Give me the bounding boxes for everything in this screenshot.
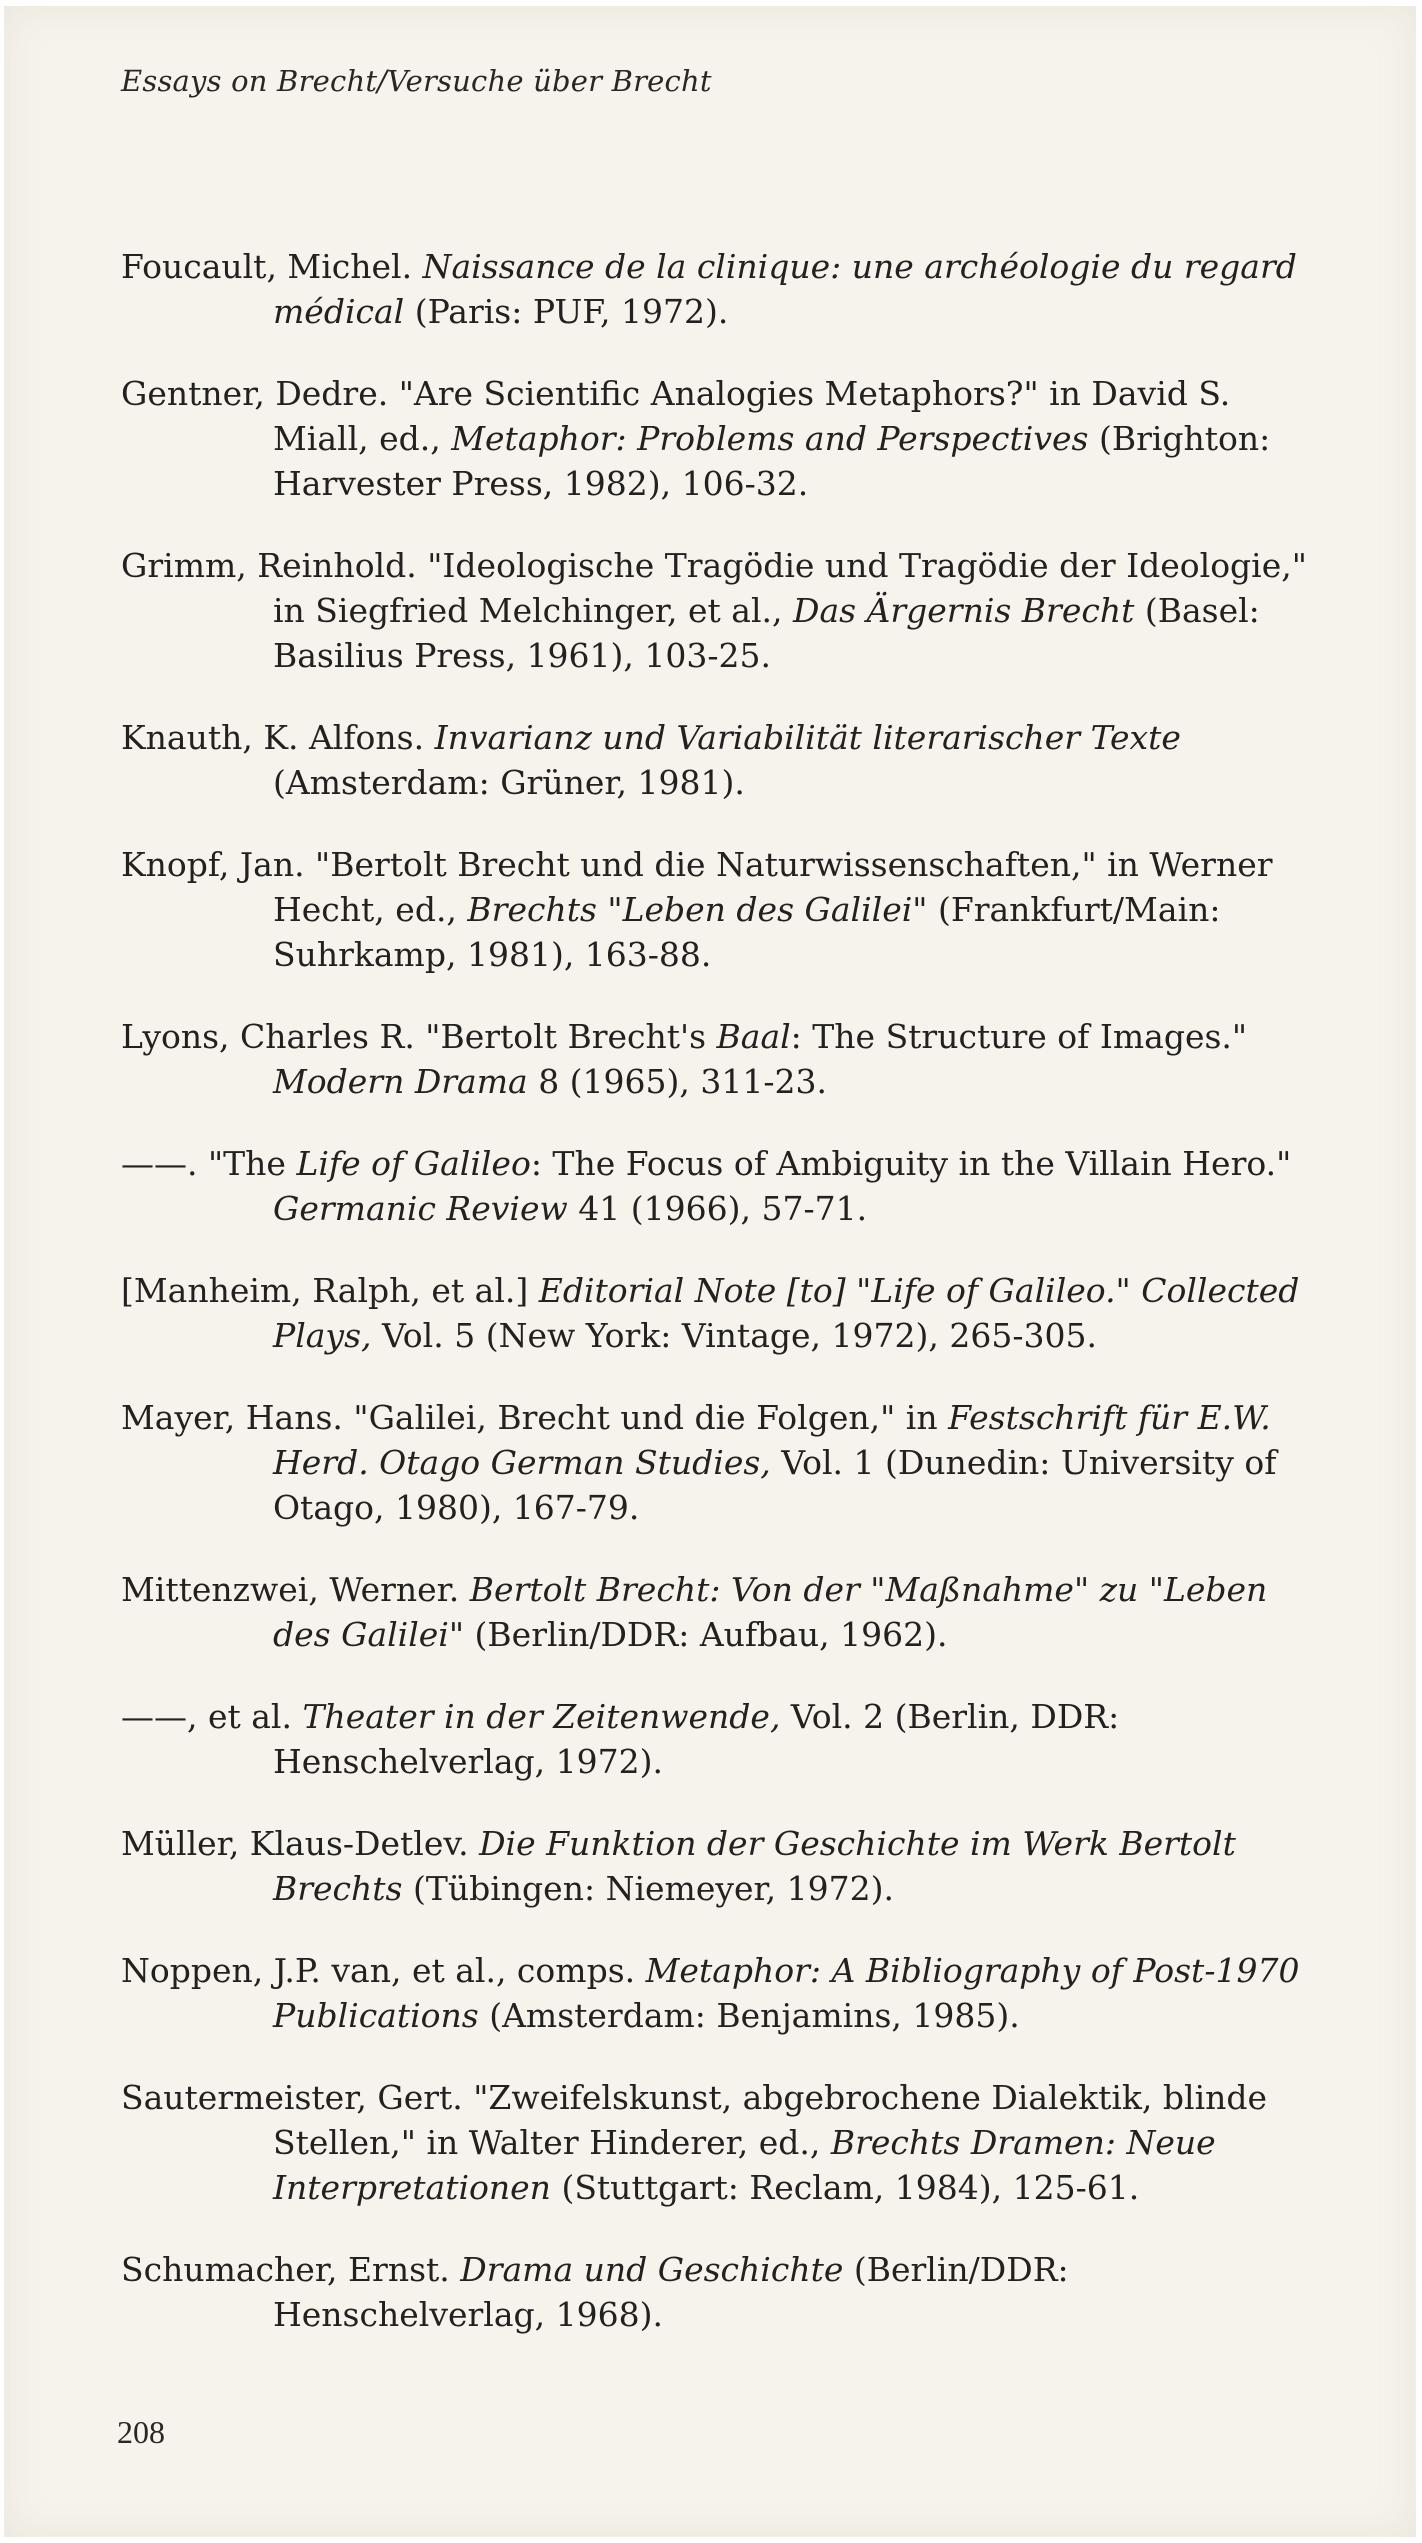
entry-text: Vol. 2 (Berlin, DDR: Henschelverlag, 1972). [273,1697,1130,1781]
entry-title-text: Die Funktion der Geschichte im Werk Bertolt Brechts [273,1824,1247,1908]
entry-title-text: Brechts Dramen: Neue Interpretationen [273,2123,1227,2207]
entry-title-text: Metaphor: A Bibliography of Post-1970 Publications [273,1951,1310,2035]
entry-text: Sautermeister, Gert. "Zweifelskunst, abgebrochene Dialektik, blinde Stellen," in Walter Hinderer, ed., [121,2078,1278,2162]
bibliography-entry [121,1268,1321,1358]
entry-text: (Amsterdam: Benjamins, 1985). [478,1996,1020,2035]
bibliography-entry [121,1821,1321,1911]
entry-text: Knopf, Jan. "Bertolt Brecht und die Naturwissenschaften," in Werner Hecht, ed., [121,845,1284,929]
bibliography-entry [121,244,1321,334]
running-head: Essays on Brecht/Versuche über Brecht [121,64,712,98]
entry-title-text: Theater in der Zeitenwende, [302,1697,781,1736]
entry-title-text: Modern Drama [273,1062,528,1101]
entry-text: (Stuttgart: Reclam, 1984), 125-61. [550,2168,1140,2207]
entry-text: Grimm, Reinhold. "Ideologische Tragödie und Tragödie der Ideologie," in Siegfried Melchinger, et al., [121,546,1318,630]
entry-title-text: Brechts "Leben des Galilei" [467,890,928,929]
bibliography-entry [121,2075,1321,2210]
entry-text: (Frankfurt/Main: Suhrkamp, 1981), 163-88. [273,890,1231,974]
entry-title-text: Naissance de la clinique: une archéologie du regard médical [273,247,1308,331]
entry-text: (Berlin/DDR: Henschelverlag, 1968). [273,2250,1080,2334]
entry-text: (Brighton: Harvester Press, 1982), 106-32. [273,419,1281,503]
bibliography-entry [121,842,1321,977]
entry-text: [Manheim, Ralph, et al.] [121,1271,539,1310]
bibliography-entry [121,1567,1321,1657]
bibliography-entry [121,1948,1321,2038]
entry-text: 8 (1965), 311-23. [527,1062,828,1101]
entry-title-text: Das Ärgernis Brecht [792,591,1135,630]
bibliography-entry [121,1014,1321,1104]
page-number: 208 [117,2414,165,2450]
bibliography-list [121,244,1321,2374]
entry-text: Mayer, Hans. "Galilei, Brecht und die Folgen," in [121,1398,949,1437]
entry-title-text: Festschrift für E.W. Herd. Otago German Studies, [273,1398,1282,1482]
bibliography-entry [121,543,1321,678]
book-page [4,6,1416,2537]
entry-text: Gentner, Dedre. "Are Scientific Analogies Metaphors?" in David S. Miall, ed., [121,374,1241,458]
entry-text: ——, et al. [121,1697,303,1736]
entry-text: Noppen, J.P. van, et al., comps. [121,1951,646,1990]
entry-text: : The Structure of Images." [790,1017,1258,1056]
entry-text: Schumacher, Ernst. [121,2250,461,2289]
entry-title-text: Germanic Review [273,1189,568,1228]
entry-text: ——. "The [121,1144,297,1183]
bibliography-entry [121,1395,1321,1530]
entry-text: (Berlin/DDR: Aufbau, 1962). [464,1615,948,1654]
entry-title-text: Bertolt Brecht: Von der "Maßnahme" zu "Leben des Galilei" [273,1570,1278,1654]
bibliography-entry [121,715,1321,805]
entry-text: Vol. 5 (New York: Vintage, 1972), 265-305. [371,1316,1097,1355]
entry-title-text: Editorial Note [to] "Life of Galileo." Collected Plays, [273,1271,1310,1355]
entry-text: Foucault, Michel. [121,247,423,286]
entry-title-text: Life of Galileo [296,1144,531,1183]
entry-text: : The Focus of Ambiguity in the Villain Hero." [530,1144,1302,1183]
entry-title-text: Drama und Geschichte [460,2250,844,2289]
entry-text: (Paris: PUF, 1972). [404,292,729,331]
entry-text: 41 (1966), 57-71. [567,1189,868,1228]
entry-text: (Basel: Basilius Press, 1961), 103-25. [273,591,1271,675]
entry-text: Knauth, K. Alfons. [121,718,435,757]
entry-text: (Amsterdam: Grüner, 1981). [273,718,1192,802]
entry-text: Mittenzwei, Werner. [121,1570,470,1609]
bibliography-entry [121,2247,1321,2337]
entry-text: Vol. 1 (Dunedin: University of Otago, 1980), 167-79. [273,1443,1287,1527]
bibliography-entry [121,1141,1321,1231]
entry-text: (Tübingen: Niemeyer, 1972). [402,1869,895,1908]
entry-title-text: Metaphor: Problems and Perspectives [451,419,1089,458]
bibliography-entry [121,1694,1321,1784]
entry-title-text: Invarianz und Variabilität literarischer Texte [434,718,1181,757]
entry-text: Lyons, Charles R. "Bertolt Brecht's [121,1017,717,1056]
entry-text: Müller, Klaus-Detlev. [121,1824,480,1863]
entry-title-text: Baal [716,1017,791,1056]
bibliography-entry [121,371,1321,506]
